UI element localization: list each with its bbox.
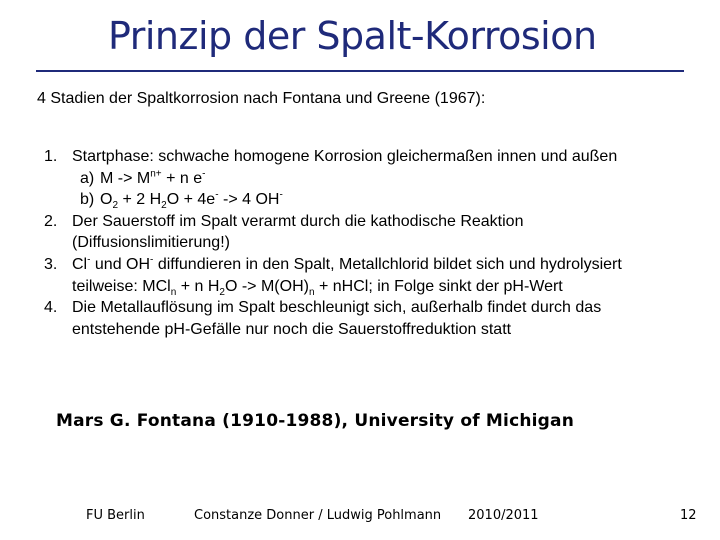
reaction-label: a)	[80, 169, 95, 187]
stage-item-2	[36, 211, 676, 254]
stage-text: Die Metallauflösung im Spalt beschleunigt sich, außerhalb findet durch das entstehende pH-Gefälle nur noch die Sauerstoffreduktion statt	[72, 299, 602, 338]
stage-number: 2.	[44, 212, 58, 230]
footer-institution: FU Berlin	[86, 508, 145, 523]
reaction-label: b)	[80, 191, 95, 209]
reaction-a	[72, 168, 676, 190]
stage-text: Der Sauerstoff im Spalt verarmt durch die kathodische Reaktion (Diffusionslimitierung!)	[72, 212, 524, 252]
stage-text: Startphase: schwache homogene Korrosion gleichermaßen innen und außen	[72, 148, 618, 165]
stage-list	[36, 146, 676, 340]
person-credit: Mars G. Fontana (1910-1988), University of Michigan	[56, 411, 575, 431]
footer-authors: Constanze Donner / Ludwig Pohlmann	[194, 508, 442, 523]
reaction-equation: $M -> M^{n+} + n$ e-	[100, 168, 206, 187]
stage-text: Cl- und OH- diffundieren in den Spalt, Metallchlorid bildet sich und hydrolysiert teilweise: MCl$_n$ + n $H_2O -> M(OH)_n$ + nHCl; in Folge sinkt der pH-Wert	[72, 254, 622, 298]
reaction-equation: $O_2 + 2$ $H_2O + 4e^- -> 4$ OH-	[100, 189, 283, 212]
title-divider	[36, 70, 684, 72]
slide-title: Prinzip der Spalt-Korrosion	[108, 14, 597, 58]
reaction-b	[72, 189, 676, 211]
stage-number: 1.	[44, 148, 58, 165]
stage-number: 3.	[44, 255, 58, 273]
stage-item-1	[36, 146, 676, 211]
stage-item-3	[36, 254, 676, 297]
stage-item-4	[36, 297, 676, 340]
footer-page-number: 12	[680, 508, 697, 523]
intro-text: 4 Stadien der Spaltkorrosion nach Fontana und Greene (1967):	[37, 90, 486, 107]
stage-number: 4.	[44, 299, 58, 317]
footer-term: 2010/2011	[468, 508, 539, 523]
